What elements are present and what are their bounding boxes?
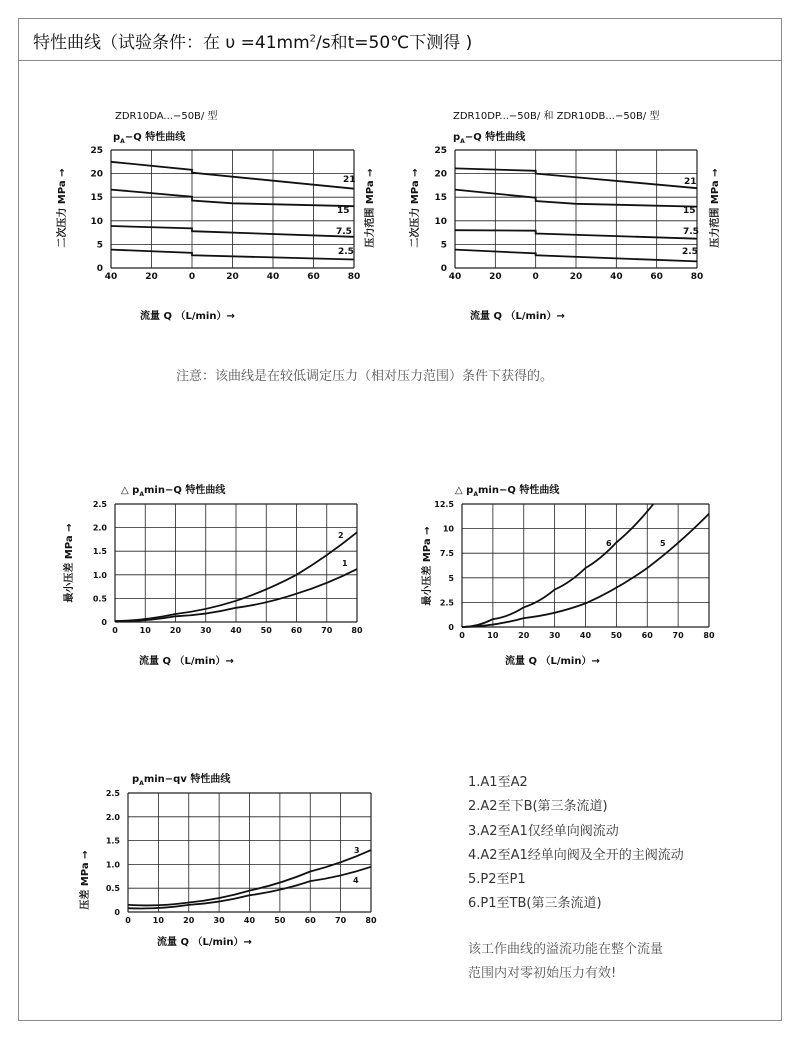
remark-line-1: 该工作曲线的溢流功能在整个流量 — [468, 942, 664, 957]
y-tick-label: 2.5 — [92, 500, 107, 509]
y-tick-label: 7.5 — [439, 549, 454, 559]
chart-model-label: ZDR10DA...−50B/ 型 — [115, 111, 218, 122]
y-tick-label: 1.5 — [92, 547, 107, 557]
x-tick-label: 50 — [260, 626, 272, 635]
y-tick-label: 0 — [114, 908, 120, 917]
x-axis-label: 流量 Q （L/min）→ — [505, 656, 600, 667]
y-tick-label: 10 — [90, 216, 103, 227]
legend-item-5: 5.P2至P1 — [468, 872, 526, 888]
y-tick-label: 2.0 — [105, 812, 120, 822]
y-tick-label: 12.5 — [434, 500, 454, 509]
x-axis-label: 流量 Q （L/min）→ — [470, 311, 565, 322]
series-label: 5 — [660, 539, 666, 548]
x-tick-label: 0 — [125, 916, 131, 925]
x-tick-label: 70 — [335, 916, 347, 925]
series-label: 2 — [338, 531, 344, 540]
series-label: 21 — [343, 175, 356, 185]
series-label: 1 — [342, 559, 348, 568]
x-tick-label: 10 — [487, 631, 499, 640]
x-tick-label: 80 — [351, 626, 363, 635]
title-superscript: 2 — [309, 33, 317, 45]
x-axis-label: 流量 Q （L/min）→ — [139, 656, 234, 667]
y-tick-label: 10 — [442, 524, 454, 534]
x-tick-label: 80 — [365, 916, 377, 925]
x-axis-label: 流量 Q （L/min）→ — [140, 311, 235, 322]
y-tick-label: 2.5 — [105, 789, 120, 798]
x-tick-label: 10 — [139, 626, 151, 635]
x-tick-label: 20 — [169, 626, 182, 635]
x-tick-label: 40 — [579, 631, 592, 640]
y-tick-label: 25 — [90, 146, 103, 156]
series-label: 2.5 — [338, 247, 354, 257]
x-tick-label: 20 — [489, 272, 502, 282]
x-tick-label: 60 — [650, 272, 663, 282]
x-tick-label: 40 — [610, 272, 623, 282]
y-tick-label: 10 — [434, 216, 447, 227]
legend-item-4: 4.A2至A1经单向阀及全开的主阀流动 — [468, 847, 684, 863]
legend-item-6: 6.P1至TB(第三条流道) — [468, 896, 602, 912]
series-label: 21 — [684, 177, 697, 187]
legend-item-3: 3.A2至A1仅经单向阀流动 — [468, 823, 619, 839]
chart-model-label: ZDR10DP...−50B/ 和 ZDR10DB...−50B/ 型 — [453, 111, 660, 122]
y-tick-label: 15 — [434, 193, 447, 204]
x-tick-label: 80 — [690, 272, 704, 282]
legend-item-2: 2.A2至下B(第三条流道) — [468, 799, 608, 815]
series-label: 7.5 — [683, 227, 699, 237]
y-tick-label: 20 — [434, 169, 447, 180]
y-tick-label: 15 — [90, 193, 103, 204]
note-text: 注意：该曲线是在较低调定压力（相对压力范围）条件下获得的。 — [176, 369, 554, 384]
x-tick-label: 0 — [112, 626, 118, 635]
series-label: 2.5 — [682, 247, 698, 257]
y-axis-label-right: 压力范围 MPa → — [710, 168, 721, 248]
y-tick-label: 1.5 — [105, 836, 120, 846]
curve-legend — [468, 771, 684, 917]
remark-text — [468, 938, 728, 986]
y-tick-label: 0 — [96, 264, 103, 274]
y-tick-label: 1.0 — [92, 570, 107, 580]
page-title: 特性曲线（试验条件：在 $\upsilon =41mm^2/s$和t=50℃下测得 ) — [33, 33, 473, 53]
y-axis-label-right: 压力范围 MPa → — [365, 168, 376, 248]
x-tick-label: 60 — [290, 626, 303, 635]
y-tick-label: 0.5 — [92, 594, 107, 604]
legend-item-1: 1.A1至A2 — [468, 775, 528, 790]
x-axis-label: 流量 Q （L/min）→ — [157, 937, 252, 948]
x-tick-label: 10 — [152, 916, 164, 925]
x-tick-label: 50 — [610, 631, 622, 640]
series-label: 7.5 — [336, 227, 352, 237]
x-tick-label: 40 — [243, 916, 256, 925]
y-tick-label: 20 — [90, 169, 103, 180]
remark-line-2: 范围内对零初始压力有效! — [468, 966, 617, 981]
x-tick-label: 70 — [321, 626, 333, 635]
y-axis-label: 二次压力 MPa → — [57, 168, 68, 248]
series-label: 3 — [354, 846, 360, 855]
y-tick-label: 1.0 — [105, 860, 120, 870]
x-tick-label: 50 — [274, 916, 286, 925]
x-tick-label: 0 — [188, 272, 196, 282]
x-tick-label: 30 — [200, 626, 212, 635]
y-tick-label: 0 — [448, 623, 454, 632]
series-label: 4 — [353, 876, 359, 885]
y-tick-label: 2.0 — [92, 523, 107, 533]
chart-title: $p_A-Q$ 特性曲线 — [453, 132, 526, 145]
x-tick-label: 60 — [641, 631, 653, 640]
y-axis-label: 最小压差 MPa → — [422, 526, 433, 606]
x-tick-label: 30 — [213, 916, 225, 925]
x-tick-label: 40 — [104, 272, 118, 282]
chart-title: △ $p_A\min-Q$ 特性曲线 — [455, 485, 560, 498]
x-tick-label: 20 — [569, 272, 583, 282]
x-tick-label: 60 — [307, 272, 320, 282]
x-tick-label: 70 — [672, 631, 684, 640]
x-tick-label: 0 — [459, 631, 465, 640]
series-label: 6 — [606, 539, 612, 548]
series-label: 15 — [683, 206, 696, 216]
y-tick-label: 0 — [101, 618, 107, 627]
x-tick-label: 30 — [549, 631, 561, 640]
y-tick-label: 2.5 — [439, 598, 454, 608]
y-tick-label: 0.5 — [105, 884, 120, 894]
chart-title: △ $p_A\min-Q$ 特性曲线 — [121, 485, 226, 498]
x-tick-label: 80 — [703, 631, 715, 640]
x-tick-label: 40 — [266, 272, 280, 282]
y-tick-label: 5 — [440, 240, 447, 251]
x-tick-label: 80 — [347, 272, 361, 282]
y-tick-label: 5 — [96, 240, 103, 251]
x-tick-label: 40 — [230, 626, 242, 635]
x-tick-label: 20 — [226, 272, 239, 282]
y-axis-label: 最小压差 MPa → — [64, 523, 75, 603]
x-tick-label: 40 — [448, 272, 462, 282]
y-axis-label: 二次压力 MPa → — [410, 168, 421, 248]
y-tick-label: 25 — [434, 146, 447, 156]
x-tick-label: 20 — [518, 631, 530, 640]
y-tick-label: 5 — [448, 573, 454, 583]
y-tick-label: 0 — [440, 264, 447, 274]
x-tick-label: 60 — [304, 916, 316, 925]
chart-title: $p_A\min-qv$ 特性曲线 — [132, 774, 231, 787]
x-tick-label: 20 — [183, 916, 195, 925]
y-axis-label: 压差 MPa → — [80, 850, 91, 910]
chart-title: $p_A-Q$ 特性曲线 — [113, 132, 186, 145]
x-tick-label: 20 — [145, 272, 158, 282]
x-tick-label: 0 — [532, 272, 539, 282]
series-label: 15 — [337, 206, 350, 216]
